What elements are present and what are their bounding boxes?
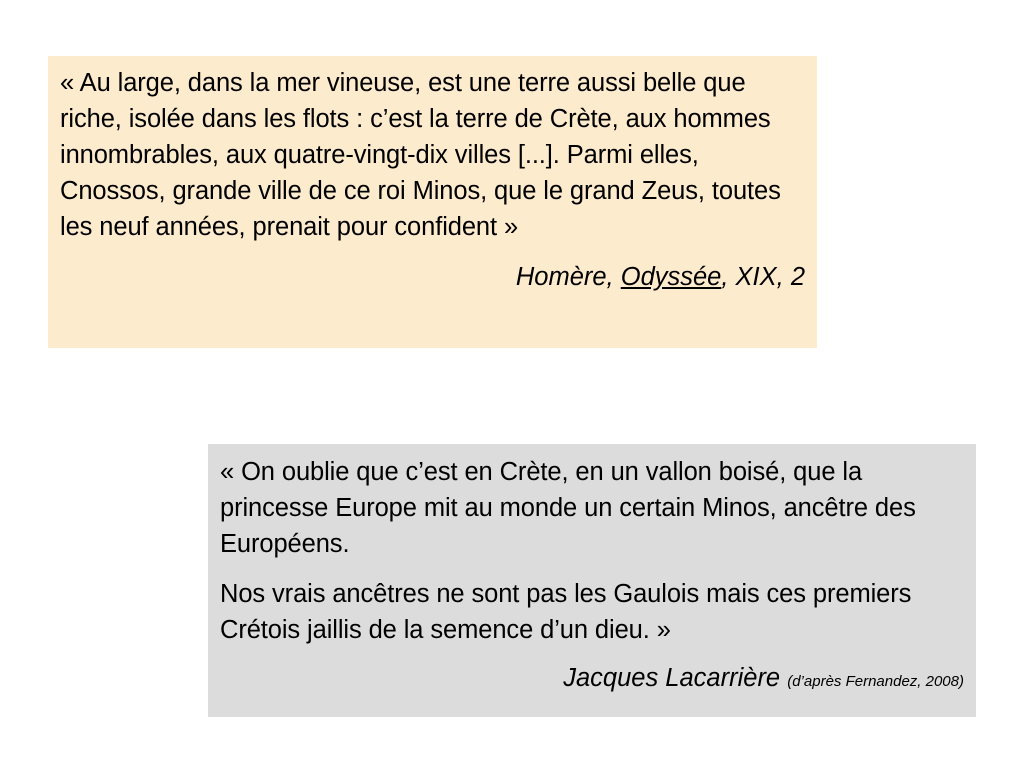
lacarriere-paragraph-1: « On oublie que c’est en Crète, en un vallon boisé, que la princesse Europe mit au monde un certain Minos, ancêtre des Européens. [220,458,916,558]
lacarriere-paragraph-2: Nos vrais ancêtres ne sont pas les Gaulois mais ces premiers Crétois jaillis de la semence d’un dieu. » [220,580,912,644]
lacarriere-attribution [220,660,964,700]
homer-quote-box [48,56,817,348]
odyssey-title: Odyssée [620,263,722,291]
lacarriere-source-note: (d’après Fernandez, 2008) [787,673,964,690]
lacarriere-author: Jacques Lacarrière [563,664,781,692]
homer-attribution [60,259,805,295]
homer-quote-text: « Au large, dans la mer vineuse, est une terre aussi belle que riche, isolée dans les flots : c’est la terre de Crète, aux hommes innombrables, aux quatre-vingt-dix villes [...]. Parmi elles, Cnossos, grande ville de ce roi Minos, que le grand Zeus, toutes les neuf années, prenait pour confident » [60,69,781,241]
lacarriere-quote-box [208,444,976,717]
homer-reference: , XIX, 2 [721,263,805,291]
homer-author: Homère, [515,263,621,291]
